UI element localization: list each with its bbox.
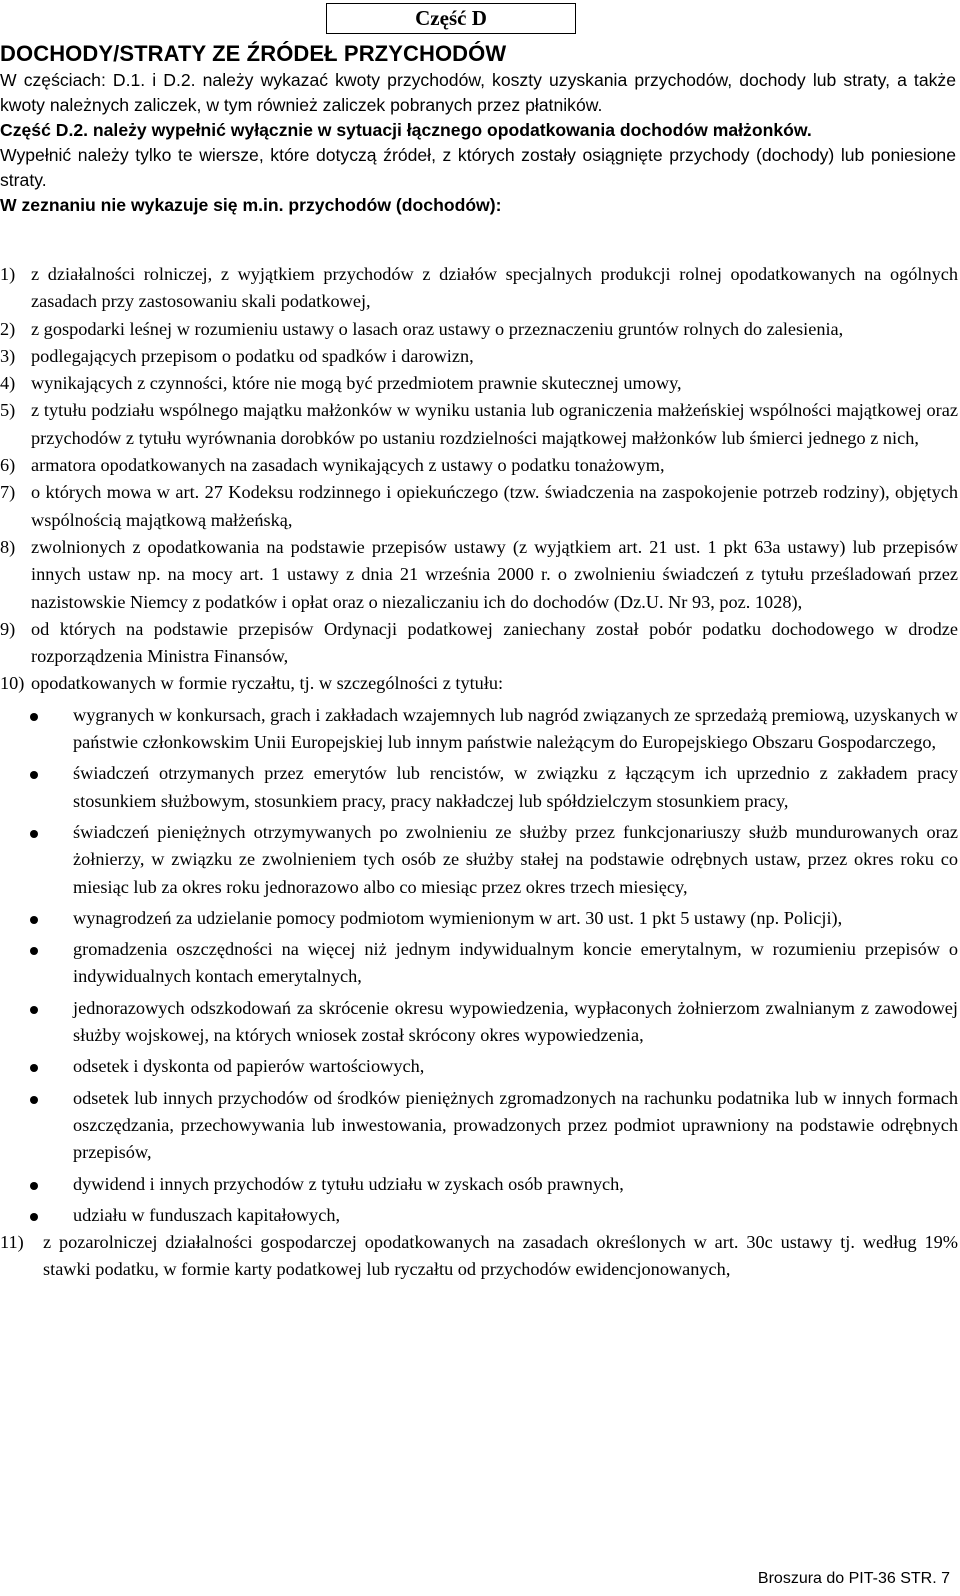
intro-paragraph-3: Wypełnić należy tylko te wiersze, które dotyczą źródeł, z których zostały osiągnięte przychody (dochody) lub poniesione straty. <box>0 145 956 190</box>
list-item-number: 11) <box>0 1232 24 1253</box>
list-item-number: 4) <box>0 373 16 394</box>
list-item-number: 10) <box>0 673 25 694</box>
list-item-number: 2) <box>0 318 16 339</box>
list-item-text: od których na podstawie przepisów Ordynacji podatkowej zaniechany został pobór podatku dochodowego w drodze rozporządzenia Ministra Finansów, <box>31 618 958 667</box>
bullet-text: jednorazowych odszkodowań za skrócenie okresu wypowiedzenia, wypłaconych żołnierzom zwalnianym z zawodowej służby wojskowej, na których wniosek został skrócony okres wypowiedzenia, <box>73 997 958 1046</box>
section-heading: DOCHODY/STRATY ZE ŹRÓDEŁ PRZYCHODÓW <box>0 41 507 66</box>
list-item-number: 5) <box>0 400 16 421</box>
bullet-icon <box>30 1096 38 1104</box>
list-item <box>0 479 958 534</box>
list-item-text: z tytułu podziału wspólnego majątku małżonków w wyniku ustania lub ograniczenia małżeńskiej wspólności majątkowej oraz przychodów z tytułu wyrównania dorobków po ustaniu rozdzielności majątkowej małżonków lub śmierci jednego z nich, <box>31 400 958 448</box>
list-item <box>0 397 958 452</box>
bullet-item <box>0 760 958 815</box>
part-label-box: Część D <box>326 3 576 34</box>
bullet-item <box>0 905 958 932</box>
list-item-number: 1) <box>0 264 16 284</box>
intro-paragraph-1: W częściach: D.1. i D.2. należy wykazać kwoty przychodów, koszty uzyskania przychodów, dochody lub straty, a także kwoty należnych zaliczek, w tym również zaliczek pobranych przez płatników. <box>0 70 956 115</box>
intro-paragraph-2: Część D.2. należy wypełnić wyłącznie w sytuacji łącznego opodatkowania dochodów małżonków. <box>0 120 812 140</box>
list-item <box>0 261 958 316</box>
list-item <box>0 1229 958 1284</box>
list-item-number: 6) <box>0 455 16 476</box>
bullet-text: odsetek lub innych przychodów od środków pieniężnych zgromadzonych na rachunku podatnika lub w innych formach oszczędzania, przechowywania lub inwestowania, prowadzonych przez podmiot uprawniony na podstawie odrębnych przepisów, <box>73 1087 958 1163</box>
bullet-icon <box>30 1213 38 1221</box>
bullet-icon <box>30 1182 38 1190</box>
bullet-item <box>0 1053 958 1080</box>
bullet-item <box>0 1171 958 1198</box>
bullet-icon <box>30 1006 38 1014</box>
list-item <box>0 343 958 370</box>
exclusion-list <box>0 261 958 1284</box>
list-item-text: podlegających przepisom o podatku od spadków i darowizn, <box>31 345 474 366</box>
bullet-item <box>0 819 958 901</box>
bullet-text: wygranych w konkursach, grach i zakładach wzajemnych lub nagród związanych ze sprzedażą premiową, uzyskanych w państwie członkowskim Unii Europejskiej lub innym państwie należącym do Europejskiego Obszaru Gospodarczego, <box>73 704 958 753</box>
bullet-icon <box>30 830 38 838</box>
list-item-number: 8) <box>0 536 16 557</box>
page-footer: Broszura do PIT-36 STR. 7 <box>757 1570 950 1587</box>
list-item <box>0 370 958 397</box>
bullet-icon <box>30 771 38 779</box>
bullet-text: gromadzenia oszczędności na więcej niż jednym indywidualnym koncie emerytalnym, w rozumieniu przepisów o indywidualnych kontach emerytalnych, <box>73 939 958 987</box>
bullet-item <box>0 1202 958 1229</box>
bullet-icon <box>30 916 38 924</box>
bullet-text: świadczeń pieniężnych otrzymywanych po zwolnieniu ze służby przez funkcjonariuszy służb mundurowanych oraz żołnierzy, w związku ze zwolnieniem tych osób ze służby stałej na podstawie odrębnych ustaw, przez okres roku co miesiąc lub za okres roku jednorazowo albo co miesiąc przez okres trzech miesięcy, <box>73 821 958 897</box>
bullet-item <box>0 995 958 1050</box>
list-item-text: z gospodarki leśnej w rozumieniu ustawy o lasach oraz ustawy o przeznaczeniu gruntów rolnych do zalesienia, <box>31 318 844 339</box>
bullet-item <box>0 1085 958 1167</box>
list-item-number: 9) <box>0 618 16 639</box>
bullet-icon <box>30 947 38 955</box>
bullet-icon <box>30 1064 38 1072</box>
bullet-text: udziału w funduszach kapitałowych, <box>73 1204 341 1225</box>
bullet-item <box>0 936 958 991</box>
intro-paragraph-4: W zeznaniu nie wykazuje się m.in. przychodów (dochodów): <box>0 195 502 215</box>
bullet-text: wynagrodzeń za udzielanie pomocy podmiotom wymienionym w art. 30 ust. 1 pkt 5 ustawy (np. Policji), <box>73 907 843 928</box>
list-item-number: 3) <box>0 345 16 366</box>
list-item-text: armatora opodatkowanych na zasadach wynikających z ustawy o podatku tonażowym, <box>31 455 665 476</box>
list-item <box>0 534 958 616</box>
bullet-text: dywidend i innych przychodów z tytułu udziału w zyskach osób prawnych, <box>73 1173 624 1194</box>
list-item-text: z pozarolniczej działalności gospodarczej opodatkowanych na zasadach określonych w art. 30c ustawy tj. według 19% stawki podatku, w formie karty podatkowej lub ryczałtu od przychodów ewidencjonowanych, <box>43 1232 958 1280</box>
intro-text <box>0 68 956 218</box>
list-item-text: wynikających z czynności, które nie mogą być przedmiotem prawnie skutecznej umowy, <box>31 373 682 394</box>
list-item-text: opodatkowanych w formie ryczałtu, tj. w szczególności z tytułu: <box>31 673 504 694</box>
ryczalt-bullet-list <box>0 702 958 1229</box>
bullet-text: świadczeń otrzymanych przez emerytów lub rencistów, w związku z łączącym ich uprzednio z zakładem pracy stosunkiem służbowym, stosunkiem pracy, pracy nakładczej lub spółdzielczym stosunkiem pracy, <box>73 763 958 811</box>
list-item <box>0 316 958 343</box>
list-item <box>0 452 958 479</box>
list-item-number: 7) <box>0 482 16 503</box>
list-item-text: z działalności rolniczej, z wyjątkiem przychodów z działów specjalnych produkcji rolnej opodatkowanych na ogólnych zasadach przy zastosowaniu skali podatkowej, <box>31 264 958 312</box>
bullet-icon <box>30 713 38 721</box>
bullet-item <box>0 702 958 757</box>
list-item-text: o których mowa w art. 27 Kodeksu rodzinnego i opiekuńczego (tzw. świadczenia na zaspokojenie potrzeb rodziny), objętych wspólnością majątkową małżeńską, <box>31 482 958 530</box>
bullet-text: odsetek i dyskonta od papierów wartościowych, <box>73 1056 425 1077</box>
list-item-text: zwolnionych z opodatkowania na podstawie przepisów ustawy (z wyjątkiem art. 21 ust. 1 pkt 63a ustawy) lub przepisów innych ustaw np. na mocy art. 1 ustawy z dnia 21 września 2000 r. o zwolnieniu świadczeń z tytułu prześladowań przez nazistowskie Niemcy z podatków i opłat oraz o niezaliczaniu ich do dochodów (Dz.U. Nr 93, poz. 1028), <box>31 536 958 612</box>
list-item <box>0 616 958 671</box>
list-item <box>0 670 958 697</box>
